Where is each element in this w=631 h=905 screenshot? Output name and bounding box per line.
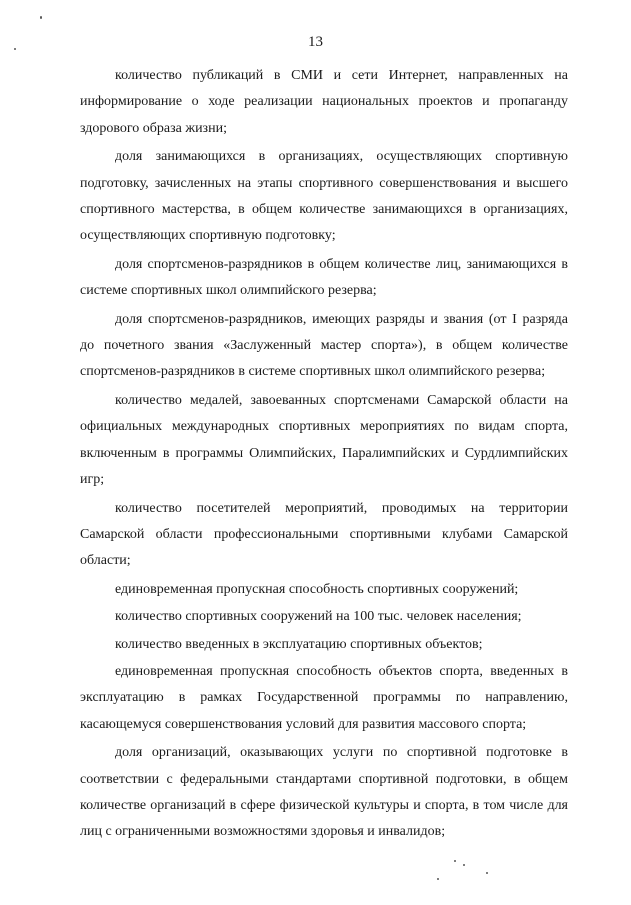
paragraph-11: доля организаций, оказывающих услуги по спортивной подготовке в соответствии с федеральными стандартами спортивной подготовки, в общем количестве организаций в сфере физической культуры и спорта, в том числе для лиц с ограниченными возможностями здоровья и инвалидов; <box>80 745 568 840</box>
paragraph-4: доля спортсменов-разрядников, имеющих разряды и звания (от I разряда до почетного звания «Заслуженный мастер спорта»), в общем количестве спортсменов-разрядников в системе спортивных школ олимпийского резерва; <box>80 311 568 380</box>
paragraph-1: количество публикаций в СМИ и сети Интернет, направленных на информирование о ходе реализации национальных проектов и пропаганду здорового образа жизни; <box>80 68 568 136</box>
paragraph-7: единовременная пропускная способность спортивных сооружений; <box>115 581 519 597</box>
paragraph-5: количество медалей, завоеванных спортсменами Самарской области на официальных международных спортивных мероприятиях по видам спорта, включенным в программы Олимпийских, Паралимпийских и Сурдлимпийских игр; <box>80 392 568 488</box>
paragraph-10: единовременная пропускная способность объектов спорта, введенных в эксплуатацию в рамках Государственной программы по направлению, касающемуся совершенствования условий для развития массового спорта; <box>80 663 568 732</box>
paragraph-2: доля занимающихся в организациях, осуществляющих спортивную подготовку, зачисленных на этапы спортивного совершенствования и высшего спортивного мастерства, в общем количестве занимающихся в организациях, осуществляющих спортивную подготовку; <box>80 149 568 244</box>
scan-speck <box>40 16 42 19</box>
scan-speck <box>437 878 439 880</box>
document-body <box>80 63 568 848</box>
paragraph-3: доля спортсменов-разрядников в общем количестве лиц, занимающихся в системе спортивных школ олимпийского резерва; <box>80 256 568 299</box>
paragraph-9: количество введенных в эксплуатацию спортивных объектов; <box>115 636 483 652</box>
paragraph-6: количество посетителей мероприятий, проводимых на территории Самарской области профессиональными спортивными клубами Самарской области; <box>80 500 568 569</box>
scan-speck <box>463 864 465 866</box>
paragraph-8: количество спортивных сооружений на 100 тыс. человек населения; <box>115 609 522 625</box>
scan-speck <box>14 48 16 50</box>
page-number: 13 <box>308 34 323 50</box>
scan-speck <box>486 872 488 874</box>
scan-speck <box>454 860 456 862</box>
